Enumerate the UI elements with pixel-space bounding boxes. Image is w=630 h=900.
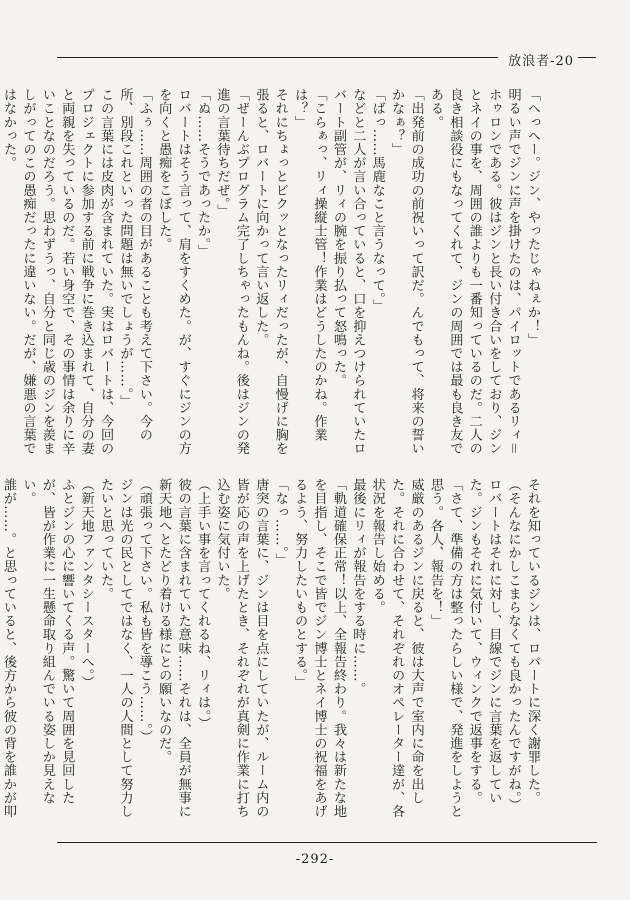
header-rule-right — [578, 57, 596, 58]
paragraph: 「へっへー。ジン、やったじゃねぇか！」 — [525, 88, 540, 347]
paragraph: 彼の言葉に含まれていた意味……それは、全員が無事に新天地へとたどり着ける様にとの願いなのだ。 — [156, 478, 191, 818]
paragraph: 威厳のあるジンに戻ると、彼は大声で室内に命を出した。それに合わせて、それぞれのオペレーター達が、各状況を報告し始める。 — [369, 478, 424, 818]
paragraph: ロバートはそう言って、肩をすくめた。が、すぐにジンの方を向くと愚痴をこぼした。 — [156, 88, 191, 456]
paragraph: 最後にリィが報告をする時に……。 — [350, 478, 366, 696]
text-column-top — [1, 88, 542, 460]
paragraph: 「ふぅ……周囲の者の目があることも考えて下さい。今の所、別段これといった問題は無いでしょうが……。」 — [117, 88, 152, 442]
paragraph: （上手い事を言ってくれるね、リィは。） — [195, 478, 211, 730]
running-header: 放浪者-20 — [508, 54, 574, 69]
text-column-bottom — [1, 478, 542, 826]
paragraph: 「なっ……。」 — [272, 478, 288, 567]
footer-rule — [57, 842, 597, 843]
paragraph: （頑張って下さい。私も皆を導こう……。） — [136, 478, 152, 744]
paragraph: 「出発前の成功の前祝いって訳だ。んでもって、将来の誓いかなぁ？」 — [389, 88, 424, 456]
paragraph: 誰が……。と思っていると、後方から彼の背を誰かが叩 — [1, 478, 17, 818]
paragraph: 「さて、準備の方は整ったらしい様で、発進をしようと思う。各人、報告を！」 — [427, 478, 463, 818]
paragraph: （そんなにかしこまらなくても良かったんですがね。） — [505, 478, 521, 812]
paragraph: ふとジンの心に響いてくる声。驚いて周囲を見回したが、皆が作業に一生懸命取り組んでいる姿しか見えない。 — [20, 478, 75, 805]
paragraph: この言葉には皮肉が含まれていた。実はロバートは、今回のプロジェクトに参加する前に戦争に巻き込まれて、自分の妻と両親を失っているのだ。若い身空で、その事情は余りに辛いことなのだろう。思わずうっ、自分と同じ歳のジンを羨ましがってのこの愚痴だったに違いない。だが、嫌悪の言葉ではなかった。 — [1, 88, 114, 456]
paragraph: 唐突の言葉に、ジンは目を点にしていたが、ルーム内の皆が応の声を上げたとき、それぞれが真剣に作業に打ち込む姿に気付いた。 — [214, 478, 269, 818]
paragraph: 「軌道確保正常！以上、全報告終わり。我々は新たな地を目指し、そこで皆でジン博士とネイ博士の祝福をあげるよう、努力したいものとする。」 — [292, 478, 346, 818]
paragraph: 「ばっ……馬鹿なこと言うなって。」 — [369, 88, 385, 313]
paragraph: （新天地ファンタシースターへ。） — [78, 478, 94, 689]
header-rule-left — [57, 57, 498, 58]
paragraph: ロバートはそれに対し、目線でジンに言葉を返していた。ジンもそれに気付いて、ウィンクで返事をする。 — [466, 478, 502, 805]
paragraph: ジンは光の民としてではなく、一人の人間として努力したいと思っていた。 — [98, 478, 133, 818]
paragraph: それを知っているジンは、ロバートに深く謝罪した。 — [525, 478, 540, 805]
paragraph: 「ぜーんぶプログラム完了しちゃったもんね。後はジンの発進の言葉待ちだぜ。」 — [214, 88, 249, 456]
paragraph: などと二人が言い合っていると、口を抑えつけられていたロバート副管が、リィの腕を振り払って怒鳴った。 — [330, 88, 366, 456]
page-number: -292- — [295, 852, 335, 867]
paragraph: 「ぬ……そうであったか。」 — [195, 88, 211, 259]
paragraph: それにちょっとビクッとなったリィだったが、自慢げに胸を張ると、ロバートに向かって言い返した。 — [253, 88, 288, 456]
paragraph: 明るい声でジンに声を掛けたのは、パイロットであるリィ＝ホゥロンである。彼はジンと長い付き合いをしており、ジンとネイの事を、周囲の誰よりも一番知っているのだ。二人の良き相談役にもなってくれて、ジンの周囲では最も良き友である。 — [427, 88, 521, 456]
paragraph: 「こらぁっ、リィ操縦士管！作業はどうしたのかね。作業は？」 — [292, 88, 327, 442]
